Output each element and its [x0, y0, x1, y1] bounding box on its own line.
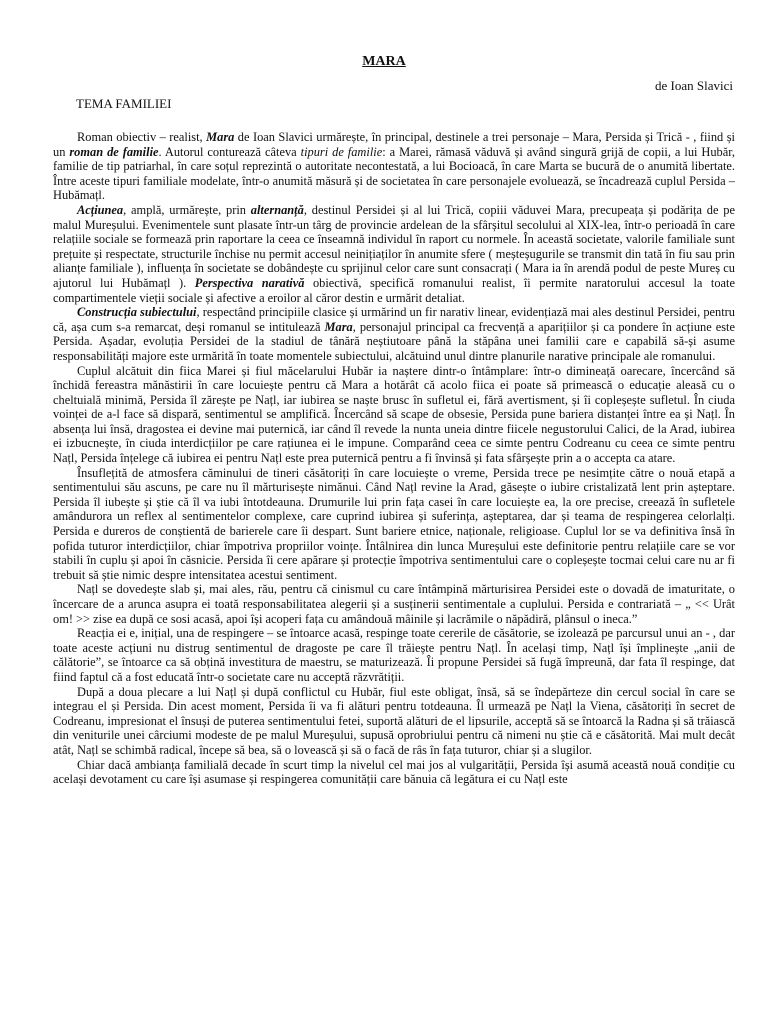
paragraph-text: obiectivă, specifică romanului realist, îi permite naratorului accesul la toate compartimentele vieții sociale și afective a eroilor al căror destin e urmărit detaliat. — [53, 275, 735, 305]
emphasis-text: Mara — [324, 319, 353, 334]
paragraph-text: Chiar dacă ambianța familială decade în scurt timp la nivelul cel mai jos al vulgarității, Persida își asumă această nouă condiție cu același devotament cu care își asumase și respingerea comunității care bănuia că legătura ei cu Națl este — [53, 757, 735, 787]
paragraph-text: Reacția ei e, inițial, una de respingere – se întoarce acasă, respinge toate cererile de căsătorie, se izolează pe parcursul unui an - , dar toate aceste acțiuni nu distrug sentimentul de dragoste pe care îl trăiește pentru Națl. În același timp, Națl își împlinește „anii de călătorie”, se întoarce ca să obțină investitura de maestru, se maturizează. Îi propune Persidei să fugă împreună, dar fata îl respinge, dat fiind faptul că a fost educată într-o societate care nu acceptă răzvrătiții. — [53, 626, 735, 684]
paragraph-text: Cuplul alcătuit din fiica Marei și fiul măcelarului Hubăr ia naștere dintr-o întâmplare: într-o dimineață oarecare, încercând să închidă fereastra mănăstirii în care locuiește pentru că Mara a hotărât că acolo fiica ei poate să primească o educație aleasă cu o cheltuială minimă, Persida îl zărește pe Națl, iar iubirea se naște brusc în sufletul ei, fără avertisment, și îi copleșește sufletul. În ciuda voinței de a-l face să dispară, sentimentul se amplifică. Încercând să scape de obsesie, Persida pune bariera distanței între ea și Națl. În absența lui însă, dragostea ei devine mai puternică, iar când îl revede la nunta uneia dintre fiicele negustorului Calici, de la Arad, iubirea ei izbucnește, în ciuda interdicțiilor pe care rațiunea ei le impune. Comparând ceea ce simte pentru Codreanu cu ceea ce simte pentru Națl, Persida înțelege că iubirea ei pentru Națl este prea puternică pentru a fi învinsă și fata sfârșește prin a o accepta ca atare. — [53, 363, 735, 466]
paragraph-1 — [53, 130, 735, 203]
paragraph-8 — [53, 685, 735, 758]
paragraph-text: , destinul Persidei și al lui Trică, copiii văduvei Mara, precupeața și podărița de pe malul Mureșului. Evenimentele sunt plasate într-un târg de provincie ardelean de la sfârșitul secolului al XIX-lea, într-o perioadă în care relațiile sociale se formează prin raportare la ceea ce înseamnă individul în raport cu normele. În această societate, valorile familiale sunt prețuite și respectate, structurile închise nu permit accesul neinițiaților în anumite sfere ( meșteșugurile se transmit din tată în fiu sau prin alianțe familiale ), influența în societate se dobândește cu sprijinul celor care sunt consacrați ( Mara ia în arendă podul de peste Mureș cu ajutorul lui Hubămațl ). — [53, 202, 735, 290]
paragraph-text: : a Marei, rămasă văduvă și având singură grijă de copii, a lui Hubăr, familie de tip patriarhal, în care soțul reprezintă o autoritate necontestată, a lui Bocioacă, în care Marta se bucură de o anumită libertate. Între aceste tipuri familiale modelate, într-o anumită măsură și de societatea în care personajele evoluează, se încadrează cuplul Persida – Hubămațl. — [53, 144, 735, 203]
paragraph-4 — [53, 364, 735, 466]
emphasis-text: roman de familie — [69, 144, 159, 159]
paragraph-2 — [53, 203, 735, 305]
paragraph-text: Însuflețită de atmosfera căminului de tineri căsătoriți în care locuiește o vreme, Persida trece pe nesimțite către o nouă etapă a sentimentului său ascuns, pe care nu îl mărturisește nimănui. Când Națl revine la Arad, găsește o iubire cristalizată lent prin așteptare. Persida îl iubește și știe că îl va iubi întotdeauna. Drumurile lui prin fața casei în care locuiește ea, la ore precise, creează în sufletele amândurora un reflex al sentimentelor complexe, care cuprind iubirea și suferința, așteptarea, dar și teama de respingerea celorlalți. Persida e dureros de conștientă de barierele care îi despart. Sunt bariere etnice, naționale, religioase. Cuplul lor se va definitiva însă în pofida tuturor interdicțiilor, chiar împotriva propriilor voințe. Întâlnirea din lunca Mureșului este definitorie pentru relațiile care se vor stabili în cuplu și apoi în căsnicie. Persida îi cere apărare și protecție împotriva sentimentului care o copleșește tocmai celui care nu ar fi trebuit să știe nimic despre intensitatea acestui sentiment. — [53, 465, 735, 582]
paragraph-6 — [53, 582, 735, 626]
document-title: MARA — [362, 54, 406, 69]
author-line: de Ioan Slavici — [655, 78, 733, 93]
emphasis-text: tipuri de familie — [300, 144, 383, 159]
paragraph-text: Națl se dovedește slab și, mai ales, rău, pentru că cinismul cu care întâmpină mărturisirea Persidei este o dovadă de imaturitate, o încercare de a arunca asupra ei toată responsabilitatea alegerii și a susținerii sentimentale a cuplului. Persida e contrariată – „ << Urât om! >> zise ea după ce sosi acasă, apoi își acoperi fața cu amândouă mâinile și lacrămile o năpădiră, plânsul o ineca.” — [53, 582, 735, 626]
paragraph-text: de Ioan Slavici urmărește, în principal, destinele a trei personaje – Mara, Persida și Trică - , fiind și un — [53, 130, 735, 159]
emphasis-text: Perspectiva narativă — [194, 275, 305, 290]
body-text — [53, 130, 735, 787]
emphasis-text: alternanță — [250, 202, 304, 217]
paragraph-text: , amplă, urmărește, prin — [123, 202, 251, 217]
emphasis-text: Mara — [206, 130, 235, 144]
emphasis-text: Acțiunea — [77, 202, 124, 217]
paragraph-text: . Autorul conturează câteva — [158, 144, 301, 159]
paragraph-9 — [53, 758, 735, 787]
paragraph-text: Roman obiectiv – realist, — [77, 130, 207, 144]
paragraph-text: , respectând principiile clasice și urmărind un fir narativ linear, evidențiază mai ales destinul Persidei, pentru că, așa cum s-a remarcat, deși romanul se intitulează — [53, 305, 735, 334]
paragraph-5 — [53, 466, 735, 583]
paragraph-7 — [53, 626, 735, 684]
paragraph-text: , personajul principal ca frecvență a aparițiilor și ca pondere în acțiune este Persida. Așadar, evoluția Persidei de la stadiul de tânără neștiutoare până la stăpâna unei familii care e capabilă să-și asume responsabilități majore este urmărită în toate momentele subiectului, alcătuind unul dintre planurile narative principale ale romanului. — [53, 319, 735, 363]
section-heading: TEMA FAMILIEI — [76, 96, 172, 111]
emphasis-text: Construcția subiectului — [77, 305, 197, 320]
paragraph-text: După a doua plecare a lui Națl și după conflictul cu Hubăr, fiul este obligat, însă, să se îndepărteze din cercul social în care se integrau el și Persida. Din acest moment, Persida îi va fi alături pentru totdeauna. Îl urmează pe Națl la Viena, căsătoriți în secret de Codreanu, impresionat el însuși de puterea sentimentului fetei, suportă alături de el lipsurile, acceptă să se întoarcă la Radna și să trăiască din veniturile unei cârciumi modeste de pe malul Mureșului, supusă oprobriului pentru că nimeni nu știe că e căsătorită. Mai mult decât atât, Națl se schimbă radical, începe să bea, să o lovească și să o facă de râs în fața tuturor, chiar și a slugilor. — [53, 684, 735, 757]
paragraph-3 — [53, 305, 735, 363]
